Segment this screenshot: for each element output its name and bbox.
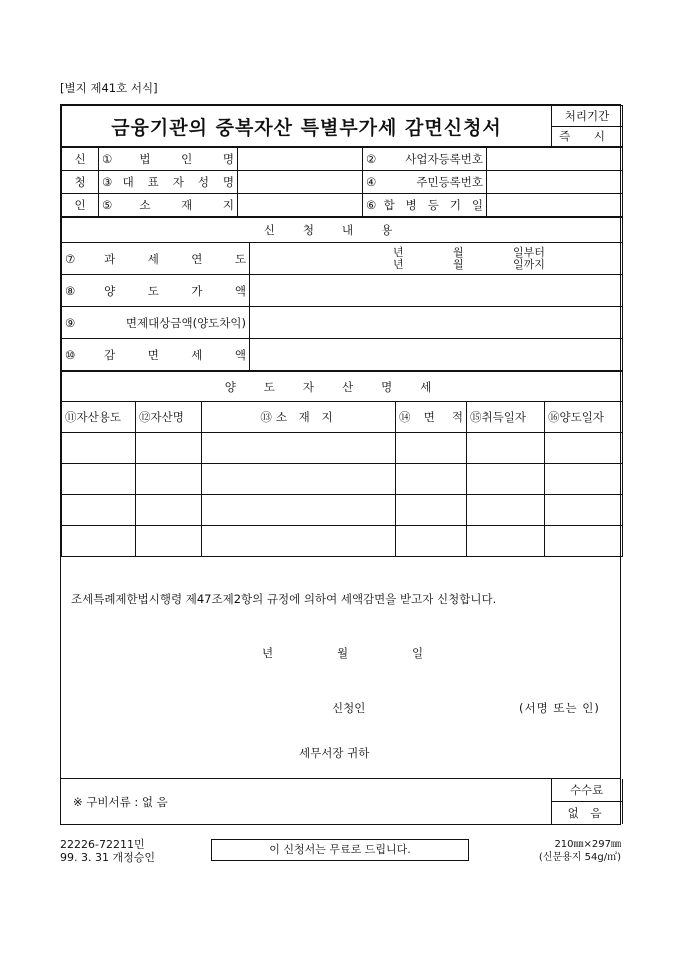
location-label: ⑤소 재 지: [99, 194, 238, 217]
cell[interactable]: [136, 526, 202, 557]
form-number: [별지 제41호 서식]: [60, 81, 158, 95]
declaration-statement: 조세특례제한법시행령 제47조제2항의 규정에 의하여 세액감면을 받고자 신청합니다.: [71, 592, 497, 606]
from-day: 일부터: [513, 245, 545, 259]
cell[interactable]: [136, 464, 202, 495]
cell[interactable]: [467, 464, 545, 495]
col-acquired-date: ⑮취득일자: [467, 402, 545, 433]
transfer-price-label: ⑧양 도 가 액: [62, 275, 250, 307]
cell[interactable]: [545, 495, 623, 526]
cell[interactable]: [136, 495, 202, 526]
from-month: 월: [453, 245, 464, 259]
cell[interactable]: [545, 464, 623, 495]
business-reg-no-label: ②사업자등록번호: [363, 148, 487, 171]
cell[interactable]: [202, 433, 396, 464]
resident-reg-no-label: ④주민등록번호: [363, 171, 487, 194]
col-transfer-date: ⑯양도일자: [545, 402, 623, 433]
representative-field[interactable]: [238, 171, 363, 194]
location-field[interactable]: [238, 194, 363, 217]
cell[interactable]: [467, 433, 545, 464]
fee-value: 없 음: [551, 802, 622, 825]
form-code-block: [60, 838, 155, 864]
table-row: [62, 526, 623, 557]
transfer-price-field[interactable]: [250, 275, 623, 307]
cell[interactable]: [62, 495, 136, 526]
paper-spec: [510, 838, 621, 864]
reduced-tax-field[interactable]: [250, 339, 623, 371]
merger-date-field[interactable]: [487, 194, 623, 217]
signature-field[interactable]: (서명 또는 인): [519, 701, 600, 715]
applicant-table: [61, 147, 623, 217]
corp-name-label: ①법 인 명: [99, 148, 238, 171]
reduced-tax-label: ⑩감 면 세 액: [62, 339, 250, 371]
processing-period-value: 즉 시: [552, 126, 623, 147]
applicant-label-2: 청: [62, 171, 99, 194]
table-row: [62, 495, 623, 526]
cell[interactable]: [136, 433, 202, 464]
representative-label: ③대 표 자 성 명: [99, 171, 238, 194]
asset-header: 양도자산명세: [62, 372, 623, 402]
merger-date-label: ⑥합 병 등 기 일: [363, 194, 487, 217]
from-year: 년: [393, 245, 404, 259]
form-code: 22226-72211민: [60, 838, 145, 851]
title-table: [61, 105, 623, 147]
tax-year-label: ⑦과 세 연 도: [62, 243, 250, 275]
applicant-label-1: 신: [62, 148, 99, 171]
cell[interactable]: [62, 464, 136, 495]
attachments-table: [61, 779, 623, 824]
cell[interactable]: [62, 526, 136, 557]
tax-year-field[interactable]: [250, 243, 623, 275]
cell[interactable]: [62, 433, 136, 464]
col-asset-location: ⑬소 재 지: [202, 402, 396, 433]
cell[interactable]: [396, 464, 467, 495]
cell[interactable]: [202, 464, 396, 495]
cell[interactable]: [467, 495, 545, 526]
col-asset-name: ⑫자산명: [136, 402, 202, 433]
form-title: 금융기관의 중복자산 특별부가세 감면신청서: [62, 106, 552, 147]
asset-table: [61, 371, 623, 557]
cell[interactable]: [545, 433, 623, 464]
declaration-block: [61, 557, 620, 779]
required-documents: ※ 구비서류 : 없 음: [61, 779, 551, 824]
business-reg-no-field[interactable]: [487, 148, 623, 171]
applicant-label-3: 인: [62, 194, 99, 217]
col-asset-use: ⑪자산용도: [62, 402, 136, 433]
resident-reg-no-field[interactable]: [487, 171, 623, 194]
to-year: 년: [393, 257, 404, 271]
applicant-sign-label: 신청인: [332, 701, 366, 715]
table-row: [62, 433, 623, 464]
table-row: [62, 464, 623, 495]
exempt-amount-field[interactable]: [250, 307, 623, 339]
cell[interactable]: [396, 526, 467, 557]
to-month: 월: [453, 257, 464, 271]
cell[interactable]: [396, 433, 467, 464]
cell[interactable]: [467, 526, 545, 557]
approval-date: 99. 3. 31 개정승인: [60, 851, 155, 864]
tax-office-addressee: 세무서장 귀하: [299, 746, 370, 760]
application-form: [60, 104, 621, 825]
date-year: 년: [262, 646, 274, 660]
paper-type: (신문용지 54g/㎡): [538, 852, 621, 863]
cell[interactable]: [202, 526, 396, 557]
free-notice: 이 신청서는 무료로 드립니다.: [211, 839, 469, 861]
fee-label: 수수료: [551, 779, 622, 802]
cell[interactable]: [202, 495, 396, 526]
cell[interactable]: [396, 495, 467, 526]
corp-name-field[interactable]: [238, 148, 363, 171]
processing-period-label: 처리기간: [552, 106, 623, 127]
date-day: 일: [412, 646, 424, 660]
date-month: 월: [337, 646, 349, 660]
exempt-amount-label: ⑨면제대상금액(양도차익): [62, 307, 250, 339]
paper-size: 210㎜×297㎜: [554, 839, 621, 850]
to-day: 일까지: [513, 257, 545, 271]
cell[interactable]: [545, 526, 623, 557]
application-table: [61, 217, 623, 371]
declaration-date[interactable]: [262, 645, 423, 661]
col-area: ⑭면 적: [396, 402, 467, 433]
application-header: 신청내용: [62, 218, 623, 243]
